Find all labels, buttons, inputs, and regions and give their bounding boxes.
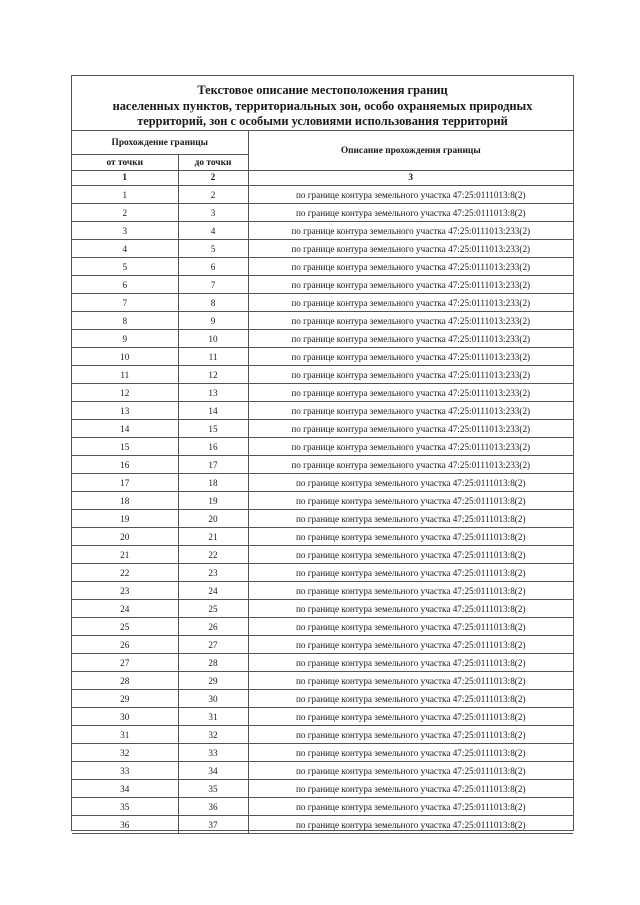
header-row-numbers <box>72 171 573 186</box>
cell-from-point: 14 <box>72 420 178 438</box>
table-row <box>72 564 573 582</box>
cell-description: по границе контура земельного участка 47:25:0111013:8(2) <box>248 528 573 546</box>
cell-description: по границе контура земельного участка 47:25:0111013:233(2) <box>248 456 573 474</box>
cell-to-point: 24 <box>178 582 248 600</box>
cell-to-point: 20 <box>178 510 248 528</box>
cell-from-point: 4 <box>72 240 178 258</box>
cell-from-point: 1 <box>72 186 178 204</box>
cell-to-point: 13 <box>178 384 248 402</box>
table-row <box>72 528 573 546</box>
cell-to-point: 32 <box>178 726 248 744</box>
cell-from-point: 21 <box>72 546 178 564</box>
cell-to-point: 22 <box>178 546 248 564</box>
table-row <box>72 366 573 384</box>
cell-description: по границе контура земельного участка 47:25:0111013:8(2) <box>248 600 573 618</box>
cell-to-point: 21 <box>178 528 248 546</box>
cell-from-point: 31 <box>72 726 178 744</box>
table-row <box>72 672 573 690</box>
cell-from-point: 8 <box>72 312 178 330</box>
cell-from-point: 17 <box>72 474 178 492</box>
table-row <box>72 744 573 762</box>
cell-description: по границе контура земельного участка 47:25:0111013:233(2) <box>248 402 573 420</box>
cell-description: по границе контура земельного участка 47:25:0111013:8(2) <box>248 510 573 528</box>
table-row <box>72 726 573 744</box>
cell-description: по границе контура земельного участка 47:25:0111013:233(2) <box>248 366 573 384</box>
cell-to-point: 2 <box>178 186 248 204</box>
cell-to-point: 23 <box>178 564 248 582</box>
cell-from-point: 28 <box>72 672 178 690</box>
cell-to-point: 4 <box>178 222 248 240</box>
cell-to-point: 36 <box>178 798 248 816</box>
title-line-3: территорий, зон с особыми условиями использования территорий <box>137 114 508 128</box>
cell-description: по границе контура земельного участка 47:25:0111013:8(2) <box>248 582 573 600</box>
cell-from-point: 15 <box>72 438 178 456</box>
table-row <box>72 330 573 348</box>
table-row <box>72 618 573 636</box>
cell-description: по границе контура земельного участка 47:25:0111013:233(2) <box>248 384 573 402</box>
cell-from-point: 36 <box>72 816 178 834</box>
cell-to-point: 14 <box>178 402 248 420</box>
table-row <box>72 348 573 366</box>
cell-description: по границе контура земельного участка 47:25:0111013:233(2) <box>248 348 573 366</box>
table-row <box>72 798 573 816</box>
table-row <box>72 582 573 600</box>
cell-from-point: 20 <box>72 528 178 546</box>
table-row <box>72 546 573 564</box>
cell-description: по границе контура земельного участка 47:25:0111013:8(2) <box>248 654 573 672</box>
table-row <box>72 258 573 276</box>
cell-from-point: 29 <box>72 690 178 708</box>
cell-to-point: 9 <box>178 312 248 330</box>
title-line-2: населенных пунктов, территориальных зон, особо охраняемых природных <box>112 98 533 113</box>
cell-to-point: 18 <box>178 474 248 492</box>
cell-description: по границе контура земельного участка 47:25:0111013:233(2) <box>248 240 573 258</box>
cell-from-point: 22 <box>72 564 178 582</box>
cell-to-point: 6 <box>178 258 248 276</box>
cell-description: по границе контура земельного участка 47:25:0111013:8(2) <box>248 492 573 510</box>
cell-description: по границе контура земельного участка 47:25:0111013:8(2) <box>248 672 573 690</box>
cell-from-point: 5 <box>72 258 178 276</box>
header-row-group <box>72 131 573 155</box>
cell-to-point: 37 <box>178 816 248 834</box>
cell-to-point: 27 <box>178 636 248 654</box>
table-row <box>72 654 573 672</box>
cell-from-point: 25 <box>72 618 178 636</box>
table-row <box>72 312 573 330</box>
cell-from-point: 7 <box>72 294 178 312</box>
cell-from-point: 12 <box>72 384 178 402</box>
cell-description: по границе контура земельного участка 47:25:0111013:8(2) <box>248 564 573 582</box>
cell-to-point: 12 <box>178 366 248 384</box>
document-title <box>72 76 573 131</box>
cell-from-point: 33 <box>72 762 178 780</box>
cell-from-point: 30 <box>72 708 178 726</box>
cell-description: по границе контура земельного участка 47:25:0111013:233(2) <box>248 258 573 276</box>
cell-description: по границе контура земельного участка 47:25:0111013:233(2) <box>248 222 573 240</box>
cell-from-point: 13 <box>72 402 178 420</box>
cell-to-point: 29 <box>178 672 248 690</box>
cell-from-point: 19 <box>72 510 178 528</box>
header-boundary-passage: Прохождение границы <box>72 131 248 155</box>
table-row <box>72 636 573 654</box>
cell-from-point: 6 <box>72 276 178 294</box>
cell-description: по границе контура земельного участка 47:25:0111013:8(2) <box>248 546 573 564</box>
cell-to-point: 19 <box>178 492 248 510</box>
cell-from-point: 35 <box>72 798 178 816</box>
cell-to-point: 16 <box>178 438 248 456</box>
document-frame <box>71 75 574 831</box>
cell-to-point: 33 <box>178 744 248 762</box>
table-row <box>72 474 573 492</box>
cell-from-point: 32 <box>72 744 178 762</box>
table-row <box>72 690 573 708</box>
cell-to-point: 17 <box>178 456 248 474</box>
column-number-1: 1 <box>72 171 178 186</box>
cell-to-point: 31 <box>178 708 248 726</box>
cell-to-point: 26 <box>178 618 248 636</box>
cell-description: по границе контура земельного участка 47:25:0111013:8(2) <box>248 780 573 798</box>
cell-from-point: 11 <box>72 366 178 384</box>
cell-to-point: 35 <box>178 780 248 798</box>
table-row <box>72 438 573 456</box>
cell-to-point: 28 <box>178 654 248 672</box>
table-row <box>72 402 573 420</box>
title-line-1: Текстовое описание местоположения границ <box>197 83 448 97</box>
cell-description: по границе контура земельного участка 47:25:0111013:8(2) <box>248 708 573 726</box>
cell-to-point: 15 <box>178 420 248 438</box>
cell-description: по границе контура земельного участка 47:25:0111013:8(2) <box>248 618 573 636</box>
table-row <box>72 762 573 780</box>
table-row <box>72 492 573 510</box>
table-row <box>72 222 573 240</box>
cell-to-point: 8 <box>178 294 248 312</box>
cell-to-point: 34 <box>178 762 248 780</box>
cell-to-point: 30 <box>178 690 248 708</box>
cell-description: по границе контура земельного участка 47:25:0111013:233(2) <box>248 420 573 438</box>
table-row <box>72 420 573 438</box>
cell-from-point: 26 <box>72 636 178 654</box>
cell-to-point: 7 <box>178 276 248 294</box>
table-row <box>72 186 573 204</box>
table-row <box>72 240 573 258</box>
boundary-table <box>72 131 573 834</box>
cell-description: по границе контура земельного участка 47:25:0111013:8(2) <box>248 726 573 744</box>
cell-to-point: 25 <box>178 600 248 618</box>
table-row <box>72 294 573 312</box>
cell-from-point: 9 <box>72 330 178 348</box>
cell-from-point: 16 <box>72 456 178 474</box>
cell-description: по границе контура земельного участка 47:25:0111013:8(2) <box>248 636 573 654</box>
cell-description: по границе контура земельного участка 47:25:0111013:233(2) <box>248 294 573 312</box>
cell-to-point: 11 <box>178 348 248 366</box>
header-from-point: от точки <box>72 155 178 171</box>
cell-description: по границе контура земельного участка 47:25:0111013:8(2) <box>248 798 573 816</box>
cell-description: по границе контура земельного участка 47:25:0111013:8(2) <box>248 474 573 492</box>
table-row <box>72 816 573 834</box>
table-row <box>72 780 573 798</box>
cell-to-point: 10 <box>178 330 248 348</box>
cell-description: по границе контура земельного участка 47:25:0111013:233(2) <box>248 276 573 294</box>
cell-from-point: 3 <box>72 222 178 240</box>
table-row <box>72 600 573 618</box>
cell-to-point: 5 <box>178 240 248 258</box>
cell-description: по границе контура земельного участка 47:25:0111013:233(2) <box>248 438 573 456</box>
cell-description: по границе контура земельного участка 47:25:0111013:8(2) <box>248 816 573 834</box>
cell-description: по границе контура земельного участка 47:25:0111013:233(2) <box>248 312 573 330</box>
column-number-2: 2 <box>178 171 248 186</box>
table-row <box>72 456 573 474</box>
cell-description: по границе контура земельного участка 47:25:0111013:8(2) <box>248 762 573 780</box>
cell-from-point: 18 <box>72 492 178 510</box>
cell-description: по границе контура земельного участка 47:25:0111013:8(2) <box>248 690 573 708</box>
cell-from-point: 34 <box>72 780 178 798</box>
cell-description: по границе контура земельного участка 47:25:0111013:8(2) <box>248 744 573 762</box>
cell-from-point: 27 <box>72 654 178 672</box>
cell-from-point: 10 <box>72 348 178 366</box>
cell-description: по границе контура земельного участка 47:25:0111013:8(2) <box>248 186 573 204</box>
table-row <box>72 510 573 528</box>
header-description: Описание прохождения границы <box>248 131 573 171</box>
table-row <box>72 204 573 222</box>
cell-from-point: 2 <box>72 204 178 222</box>
header-to-point: до точки <box>178 155 248 171</box>
table-row <box>72 708 573 726</box>
cell-to-point: 3 <box>178 204 248 222</box>
table-row <box>72 384 573 402</box>
cell-from-point: 23 <box>72 582 178 600</box>
table-row <box>72 276 573 294</box>
cell-description: по границе контура земельного участка 47:25:0111013:233(2) <box>248 330 573 348</box>
cell-from-point: 24 <box>72 600 178 618</box>
column-number-3: 3 <box>248 171 573 186</box>
cell-description: по границе контура земельного участка 47:25:0111013:8(2) <box>248 204 573 222</box>
